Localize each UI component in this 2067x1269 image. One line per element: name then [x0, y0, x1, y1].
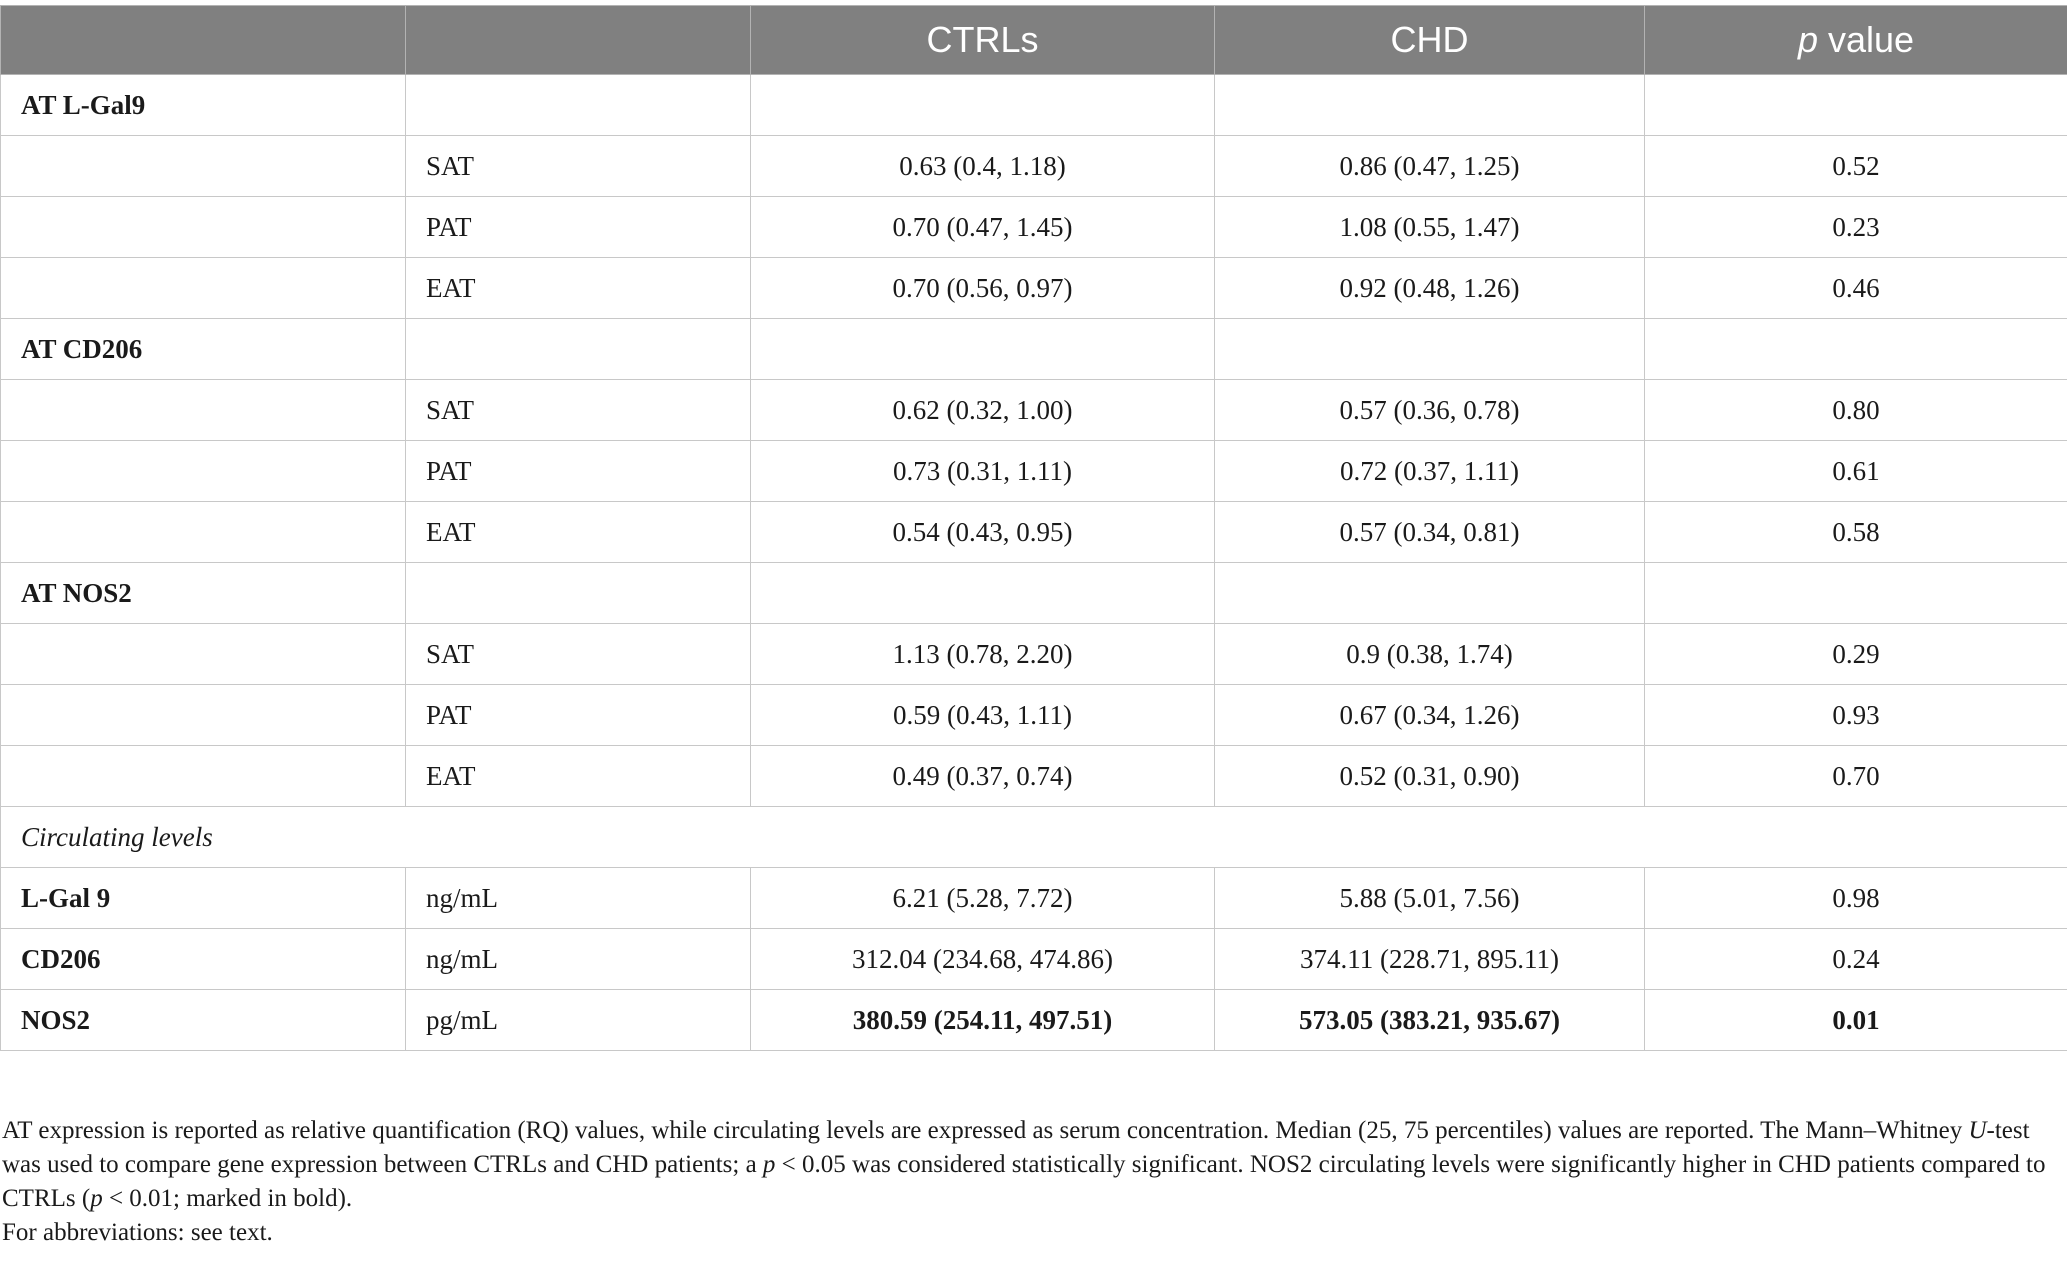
- table-row: [1, 258, 2067, 319]
- p-cell: 0.70: [1645, 746, 2067, 807]
- table-row: [1, 685, 2067, 746]
- chd-cell: 0.9 (0.38, 1.74): [1215, 624, 1645, 685]
- site-cell: EAT: [406, 258, 751, 319]
- chd-cell: 5.88 (5.01, 7.56): [1215, 868, 1645, 929]
- table-row: [1, 197, 2067, 258]
- site-cell: EAT: [406, 502, 751, 563]
- header-row: [1, 6, 2067, 75]
- header-blank-2: [406, 6, 751, 75]
- ctrls-cell: 0.54 (0.43, 0.95): [751, 502, 1215, 563]
- chd-cell: 573.05 (383.21, 935.67): [1215, 990, 1645, 1051]
- chd-cell: 0.57 (0.36, 0.78): [1215, 380, 1645, 441]
- p-cell: 0.61: [1645, 441, 2067, 502]
- abbreviations-note: For abbreviations: see text.: [2, 1219, 273, 1246]
- section-title: AT CD206: [1, 319, 406, 380]
- table-row: [1, 868, 2067, 929]
- section-title: AT NOS2: [1, 563, 406, 624]
- p-cell: 0.98: [1645, 868, 2067, 929]
- section-row-at-cd206: [1, 319, 2067, 380]
- ctrls-cell: 0.62 (0.32, 1.00): [751, 380, 1215, 441]
- chd-cell: 0.86 (0.47, 1.25): [1215, 136, 1645, 197]
- chd-cell: 374.11 (228.71, 895.11): [1215, 929, 1645, 990]
- ctrls-cell: 6.21 (5.28, 7.72): [751, 868, 1215, 929]
- unit-cell: ng/mL: [406, 929, 751, 990]
- ctrls-cell: 0.59 (0.43, 1.11): [751, 685, 1215, 746]
- header-blank-1: [1, 6, 406, 75]
- site-cell: PAT: [406, 441, 751, 502]
- site-cell: PAT: [406, 685, 751, 746]
- marker-cell: L-Gal 9: [1, 868, 406, 929]
- table-row: [1, 929, 2067, 990]
- p-cell: 0.93: [1645, 685, 2067, 746]
- table-row: [1, 990, 2067, 1051]
- chd-cell: 0.57 (0.34, 0.81): [1215, 502, 1645, 563]
- section-title: AT L-Gal9: [1, 75, 406, 136]
- ctrls-cell: 0.70 (0.56, 0.97): [751, 258, 1215, 319]
- site-cell: EAT: [406, 746, 751, 807]
- p-cell: 0.24: [1645, 929, 2067, 990]
- site-cell: SAT: [406, 136, 751, 197]
- site-cell: SAT: [406, 624, 751, 685]
- site-cell: PAT: [406, 197, 751, 258]
- ctrls-cell: 1.13 (0.78, 2.20): [751, 624, 1215, 685]
- p-cell: 0.52: [1645, 136, 2067, 197]
- ctrls-cell: 0.49 (0.37, 0.74): [751, 746, 1215, 807]
- table-footnote: AT expression is reported as relative quantification (RQ) values, while circulating levels are expressed as serum concentration. Median (25, 75 percentiles) values are reported. The Mann–Whitney U-test was used to compare gene expression between CTRLs and CHD patients; a p < 0.05 was considered statistically significant. NOS2 circulating levels were significantly higher in CHD patients compared to CTRLs (p < 0.01; marked in bold). For abbreviations: see text.: [2, 1117, 2046, 1246]
- p-cell: 0.46: [1645, 258, 2067, 319]
- section-row-at-lgal9: [1, 75, 2067, 136]
- marker-cell: NOS2: [1, 990, 406, 1051]
- unit-cell: pg/mL: [406, 990, 751, 1051]
- results-table: [0, 5, 2067, 1051]
- table-row: [1, 746, 2067, 807]
- table-row: [1, 136, 2067, 197]
- header-p-value: p value: [1645, 6, 2067, 75]
- p-cell: 0.23: [1645, 197, 2067, 258]
- table-row: [1, 502, 2067, 563]
- table-row: [1, 380, 2067, 441]
- p-cell: 0.01: [1645, 990, 2067, 1051]
- section-row-at-nos2: [1, 563, 2067, 624]
- header-p-symbol: p: [1797, 19, 1818, 60]
- chd-cell: 0.72 (0.37, 1.11): [1215, 441, 1645, 502]
- table-row: [1, 624, 2067, 685]
- ctrls-cell: 0.70 (0.47, 1.45): [751, 197, 1215, 258]
- p-cell: 0.80: [1645, 380, 2067, 441]
- section-row-circulating: [1, 807, 2067, 868]
- ctrls-cell: 0.63 (0.4, 1.18): [751, 136, 1215, 197]
- header-chd: CHD: [1215, 6, 1645, 75]
- site-cell: SAT: [406, 380, 751, 441]
- ctrls-cell: 312.04 (234.68, 474.86): [751, 929, 1215, 990]
- ctrls-cell: 0.73 (0.31, 1.11): [751, 441, 1215, 502]
- chd-cell: 1.08 (0.55, 1.47): [1215, 197, 1645, 258]
- unit-cell: ng/mL: [406, 868, 751, 929]
- p-cell: 0.58: [1645, 502, 2067, 563]
- p-cell: 0.29: [1645, 624, 2067, 685]
- chd-cell: 0.67 (0.34, 1.26): [1215, 685, 1645, 746]
- ctrls-cell: 380.59 (254.11, 497.51): [751, 990, 1215, 1051]
- table-row: [1, 441, 2067, 502]
- chd-cell: 0.92 (0.48, 1.26): [1215, 258, 1645, 319]
- header-ctrls: CTRLs: [751, 6, 1215, 75]
- marker-cell: CD206: [1, 929, 406, 990]
- chd-cell: 0.52 (0.31, 0.90): [1215, 746, 1645, 807]
- section-title: Circulating levels: [1, 807, 2067, 868]
